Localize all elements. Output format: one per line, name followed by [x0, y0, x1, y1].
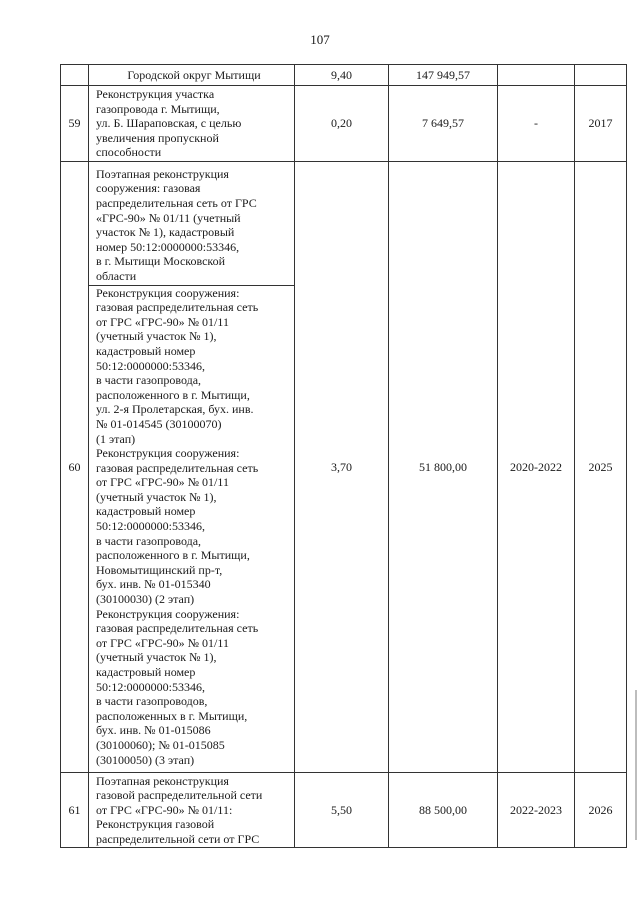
name-line: (учетный участок № 1),: [96, 329, 217, 344]
name-line: газопровода г. Мытищи,: [96, 101, 220, 116]
cell-period: 2020-2022: [498, 162, 575, 773]
name-line: 50:12:0000000:53346,: [96, 358, 206, 373]
cell-cost: 147 949,57: [389, 65, 498, 86]
cell-year: 2025: [575, 162, 627, 773]
name-line: (учетный участок № 1),: [96, 650, 217, 665]
cell-cost: 7 649,57: [389, 86, 498, 162]
cell-num: 61: [61, 773, 89, 848]
name-line: номер 50:12:0000000:53346,: [96, 239, 240, 254]
name-line: в части газопровода,: [96, 533, 202, 548]
cell-cost: 88 500,00: [389, 773, 498, 848]
name-line: Поэтапная реконструкция: [96, 773, 229, 788]
name-line: (30100060); № 01-015085: [96, 737, 225, 752]
cell-num: 59: [61, 86, 89, 162]
name-line: (1 этап): [96, 431, 136, 446]
cell-name: [89, 86, 295, 162]
cell-period: 2022-2023: [498, 773, 575, 848]
name-line: в части газопроводов,: [96, 694, 208, 709]
name-line: Реконструкция сооружения:: [96, 446, 240, 461]
name-line: увеличения пропускной: [96, 130, 219, 145]
name-line: расположенного в г. Мытищи,: [96, 387, 250, 402]
table-row-summary: [61, 65, 627, 86]
name-line: Поэтапная реконструкция: [96, 166, 229, 181]
table-row-60: [61, 162, 627, 773]
cell-num: [61, 65, 89, 86]
name-line: кадастровый номер: [96, 665, 196, 680]
name-line: сооружения: газовая: [96, 181, 201, 196]
name-line: от ГРС «ГРС-90» № 01/11:: [96, 802, 233, 817]
name-line: расположенного в г. Мытищи,: [96, 548, 250, 563]
cell-cost: 51 800,00: [389, 162, 498, 773]
name-line: бух. инв. № 01-015340: [96, 577, 211, 592]
cell-period: -: [498, 86, 575, 162]
name-line: кадастровый номер: [96, 504, 196, 519]
name-line: бух. инв. № 01-015086: [96, 723, 211, 738]
name-line: ул. Б. Шараповская, с целью: [96, 116, 242, 131]
cell-year: 2017: [575, 86, 627, 162]
name-line: (30100030) (2 этап): [96, 592, 195, 607]
name-line: Реконструкция газовой: [96, 817, 215, 832]
table-body: [61, 65, 627, 848]
name-line: кадастровый номер: [96, 343, 196, 358]
name-line: газовая распределительная сеть: [96, 460, 259, 475]
name-line: «ГРС-90» № 01/11 (учетный: [96, 210, 241, 225]
name-line: № 01-014545 (30100070): [96, 416, 222, 431]
name-line: Новомытищинский пр-т,: [96, 562, 223, 577]
name-line: Реконструкция сооружения:: [96, 285, 240, 300]
name-line: участок № 1), кадастровый: [96, 225, 235, 240]
cell-name: [89, 773, 295, 848]
name-line: 50:12:0000000:53346,: [96, 679, 206, 694]
cell-name: [89, 65, 295, 86]
page-number: 107: [310, 32, 330, 47]
cell-name: [89, 162, 295, 773]
name-line: Реконструкция участка: [96, 87, 215, 102]
name-line: расположенных в г. Мытищи,: [96, 708, 248, 723]
sub-item-stages: [96, 286, 292, 768]
name-line: способности: [96, 145, 162, 160]
name-line: распределительной сети от ГРС: [96, 831, 260, 846]
sub-item-stage-overview: [89, 167, 294, 286]
cell-period: [498, 65, 575, 86]
investment-table: [60, 64, 627, 848]
cell-length: 9,40: [295, 65, 389, 86]
cell-year: 2026: [575, 773, 627, 848]
name-line: ул. 2-я Пролетарская, бух. инв.: [96, 402, 254, 417]
scan-edge-mark: [635, 690, 637, 840]
name-line: (учетный участок № 1),: [96, 489, 217, 504]
name-line: 50:12:0000000:53346,: [96, 519, 206, 534]
name-line: Реконструкция сооружения:: [96, 606, 240, 621]
table-row-59: [61, 86, 627, 162]
name-line: газовая распределительная сеть: [96, 621, 259, 636]
name-line: области: [96, 268, 137, 283]
name-line: (30100050) (3 этап): [96, 752, 195, 767]
name-line: газовая распределительная сеть: [96, 300, 259, 315]
cell-num: 60: [61, 162, 89, 773]
name-line: от ГРС «ГРС-90» № 01/11: [96, 314, 229, 329]
cell-length: 0,20: [295, 86, 389, 162]
summary-name: Городской округ Мытищи: [127, 67, 261, 82]
name-line: распределительная сеть от ГРС: [96, 196, 257, 211]
name-line: от ГРС «ГРС-90» № 01/11: [96, 635, 229, 650]
cell-length: 3,70: [295, 162, 389, 773]
name-line: в г. Мытищи Московской: [96, 254, 226, 269]
cell-length: 5,50: [295, 773, 389, 848]
cell-year: [575, 65, 627, 86]
name-line: от ГРС «ГРС-90» № 01/11: [96, 475, 229, 490]
name-line: газовой распределительной сети: [96, 788, 263, 803]
name-line: в части газопровода,: [96, 373, 202, 388]
table-row-61: [61, 773, 627, 848]
